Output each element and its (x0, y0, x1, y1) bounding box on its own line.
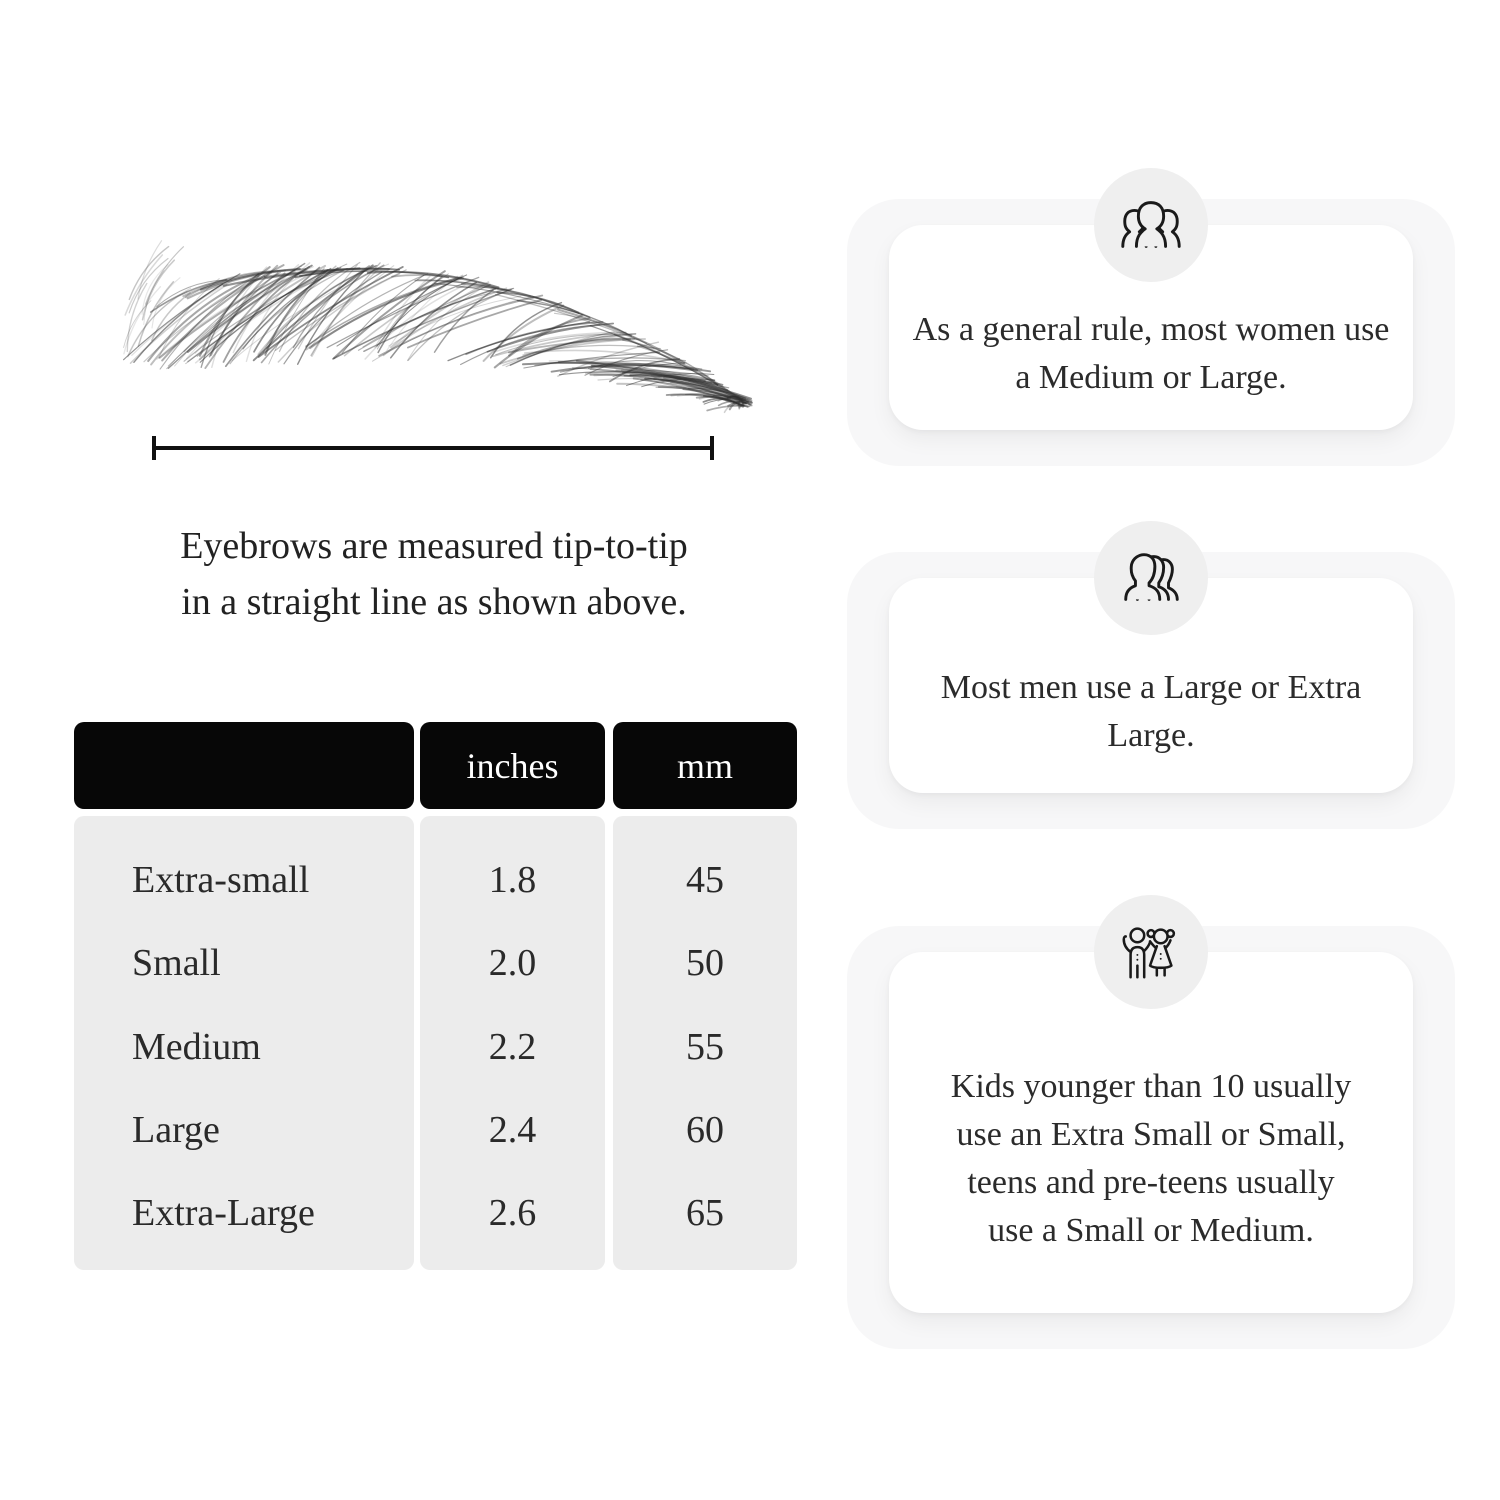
card-text-value: Kids younger than 10 usually use an Extra Small or Small, teens and pre-teens usually use a Small or Medium. (950, 1068, 1352, 1249)
icon-circle (1094, 521, 1208, 635)
table-header-inches: inches (420, 722, 605, 809)
mm-value: 65 (686, 1192, 724, 1234)
mm-value: 55 (686, 1026, 724, 1068)
info-card-men (889, 578, 1413, 793)
table-row (74, 1188, 797, 1238)
measurement-caption (104, 518, 764, 630)
caption-line-2: in a straight line as shown above. (181, 581, 687, 623)
size-label: Small (132, 942, 221, 984)
measurement-bar (152, 446, 714, 450)
size-label: Medium (132, 1026, 261, 1068)
card-text (889, 635, 1413, 789)
table-header-mm: mm (613, 722, 797, 809)
card-text (889, 1009, 1413, 1309)
men-group-icon (1116, 550, 1186, 606)
inches-value: 2.2 (488, 1026, 537, 1068)
icon-circle (1094, 168, 1208, 282)
size-label: Large (132, 1109, 220, 1151)
table-row (74, 1105, 797, 1155)
inches-value: 2.4 (488, 1109, 537, 1151)
card-text (889, 282, 1413, 426)
table-row (74, 855, 797, 905)
mm-value: 60 (686, 1109, 724, 1151)
size-table (74, 722, 797, 1270)
kids-icon (1116, 924, 1186, 980)
table-row (74, 938, 797, 988)
women-group-icon (1116, 197, 1186, 253)
info-card-women (889, 225, 1413, 430)
size-label: Extra-Large (132, 1192, 315, 1234)
info-card-kids (889, 952, 1413, 1313)
size-label: Extra-small (132, 859, 310, 901)
mm-value: 45 (686, 859, 724, 901)
table-row (74, 1022, 797, 1072)
card-text-value: Most men use a Large or Extra Large. (940, 669, 1362, 754)
caption-line-1: Eyebrows are measured tip-to-tip (180, 525, 688, 567)
inches-value: 1.8 (488, 859, 537, 901)
table-header-size (74, 722, 414, 809)
mm-value: 50 (686, 942, 724, 984)
card-text-value: As a general rule, most women use a Medium or Large. (912, 311, 1390, 396)
inches-value: 2.0 (488, 942, 537, 984)
measurement-line (152, 436, 714, 460)
eyebrow-illustration (118, 235, 768, 430)
icon-circle (1094, 895, 1208, 1009)
measurement-end-cap-right (710, 436, 714, 460)
inches-value: 2.6 (488, 1192, 537, 1234)
